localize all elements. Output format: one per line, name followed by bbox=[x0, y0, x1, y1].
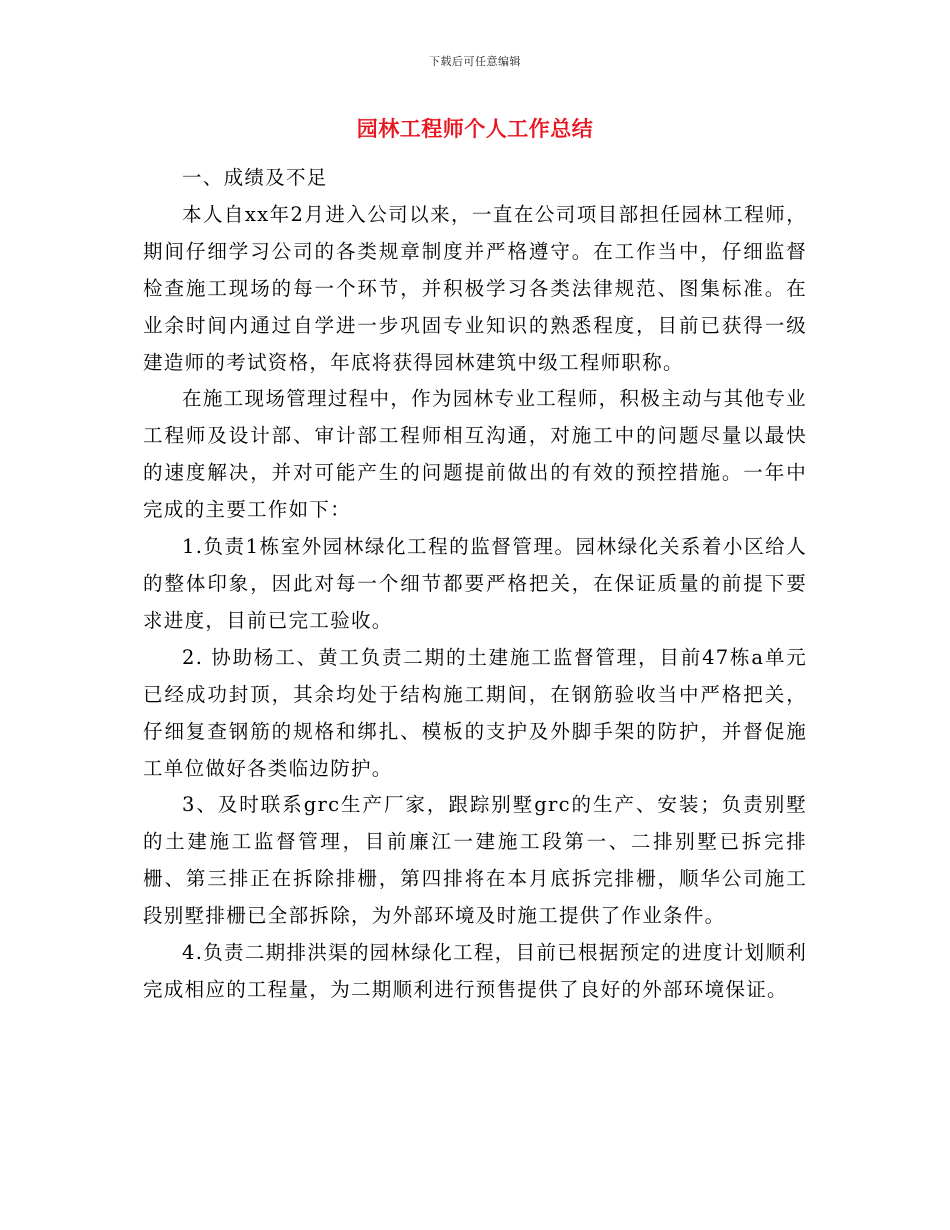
paragraph-site-management: 在施工现场管理过程中，作为园林专业工程师，积极主动与其他专业工程师及设计部、审计部工程师相互沟通，对施工中的问题尽量以最快的速度解决，并对可能产生的问题提前做出的有效的预控措施。一年中完成的主要工作如下： bbox=[143, 387, 807, 522]
list-item-4: 4.负责二期排洪渠的园林绿化工程，目前已根据预定的进度计划顺利完成相应的工程量，为二期顺利进行预售提供了良好的外部环境保证。 bbox=[143, 941, 807, 1001]
paragraph-achievements: 本人自xx年2月进入公司以来，一直在公司项目部担任园林工程师，期间仔细学习公司的各类规章制度并严格遵守。在工作当中，仔细监督检查施工现场的每一个环节，并积极学习各类法律规范、图集标准。在业余时间内通过自学进一步巩固专业知识的熟悉程度，目前已获得一级建造师的考试资格，年底将获得园林建筑中级工程师职称。 bbox=[143, 202, 807, 374]
page-header: 下载后可任意编辑 bbox=[429, 55, 521, 68]
document-body bbox=[143, 160, 807, 1009]
list-item-3: 3、及时联系grc生产厂家，跟踪别墅grc的生产、安装；负责别墅的土建施工监督管理，目前廉江一建施工段第一、二排别墅已拆完排栅、第三排正在拆除排栅，第四排将在本月底拆完排栅，顺华公司施工段别墅排栅已全部拆除，为外部环境及时施工提供了作业条件。 bbox=[143, 793, 807, 928]
list-item-1: 1.负责1栋室外园林绿化工程的监督管理。园林绿化关系着小区给人的整体印象，因此对每一个细节都要严格把关，在保证质量的前提下要求进度，目前已完工验收。 bbox=[143, 535, 807, 632]
document-title: 园林工程师个人工作总结 bbox=[356, 116, 594, 141]
list-item-2: 2. 协助杨工、黄工负责二期的土建施工监督管理，目前47栋a单元已经成功封顶，其余均处于结构施工期间，在钢筋验收当中严格把关，仔细复查钢筋的规格和绑扎、模板的支护及外脚手架的防护，并督促施工单位做好各类临边防护。 bbox=[143, 645, 807, 780]
section-heading: 一、成绩及不足 bbox=[182, 166, 328, 189]
